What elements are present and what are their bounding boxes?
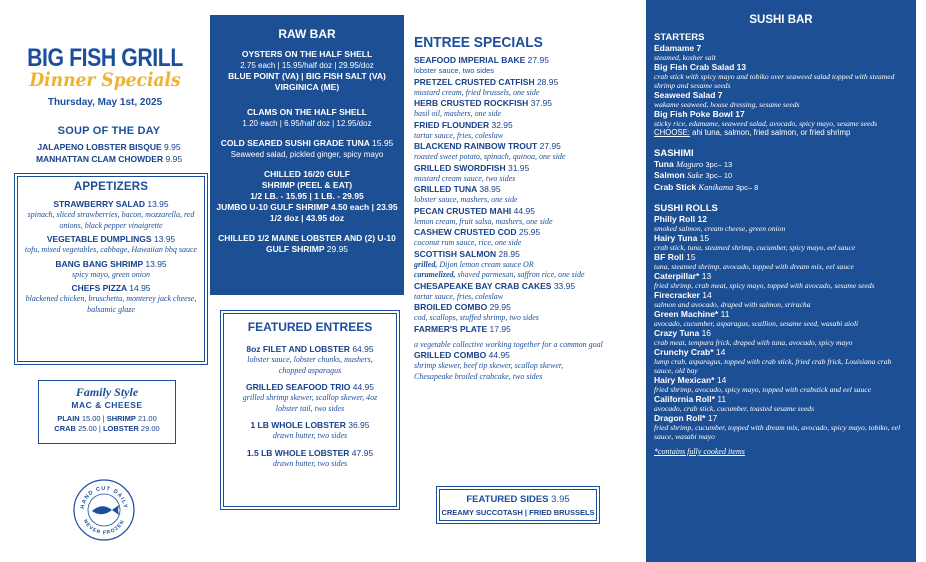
starter-item: Edamame 7 steamed, kosher salt (654, 43, 716, 62)
oysters-price: 2.75 each | 15.95/half doz | 29.95/doz (240, 61, 374, 70)
sashimi-heading: SASHIMI (654, 147, 694, 159)
featured-item: 8oz FILET AND LOBSTER 64.95 lobster sauce, lobster chunks, mashers, chopped asparagus (246, 344, 374, 375)
family-style-title: Family Style (75, 385, 139, 399)
restaurant-name: BIG FISH GRILL (27, 44, 183, 72)
sashimi-item: Tuna Maguro 3pc– 13 (654, 158, 733, 169)
featured-sides-list: CREAMY SUCCOTASH | FRIED BRUSSELS (441, 508, 595, 517)
shrimp-heading: CHILLED 16/20 GULF SHRIMP (PEEL & EAT) (261, 169, 353, 190)
appetizer-item: CHEFS PIZZA 14.95 blackened chicken, bruschetta, monterey jack cheese, balsamic glaze (25, 283, 197, 314)
clams-heading: CLAMS ON THE HALF SHELL (247, 107, 367, 117)
featured-item: 1 LB WHOLE LOBSTER 36.95 drawn butter, two sides (250, 420, 370, 440)
sashimi-item: Crab Stick Kanikama 3pc– 8 (654, 181, 759, 192)
raw-bar-title: RAW BAR (278, 27, 336, 41)
featured-item: GRILLED SEAFOOD TRIO 44.95 grilled shrimp skewer, scallop skewer, 4oz lobster tail, two sides (242, 382, 378, 413)
soup-section (14, 125, 204, 165)
jumbo-shrimp: JUMBO U-10 GULF SHRIMP 4.50 each | 23.95 1/2 doz | 43.95 doz (216, 202, 398, 223)
roll-item: Firecracker 14 salmon and avocado, draped with salmon, sriracha (654, 290, 811, 309)
sushi-bar-section (646, 0, 916, 562)
lobster-combo: CHILLED 1/2 MAINE LOBSTER AND (2) U-10 GULF SHRIMP 29.95 (218, 233, 396, 254)
soup-title: SOUP OF THE DAY (57, 125, 161, 137)
menu-subtitle: Dinner Specials (29, 69, 181, 91)
sashimi-item: Salmon Sake 3pc– 10 (654, 170, 733, 180)
roll-item: Hairy Mexican* 14 fried shrimp, avocado, spicy mayo, topped with crabstick and eel sauce (654, 375, 872, 394)
entree-item: FARMER'S PLATE 17.95 a vegetable collective working together for a common goal (414, 323, 603, 349)
entree-item: GRILLED COMBO 44.95 shrimp skewer, beef tip skewer, scallop skewer, Chesapeake broiled crabcake, two sides (414, 350, 564, 381)
featured-entrees-section (220, 310, 400, 510)
roll-item: Philly Roll 12 smoked salmon, cream cheese, green onion (654, 214, 786, 233)
tuna-item: COLD SEARED SUSHI GRADE TUNA 15.95 (220, 138, 394, 148)
roll-item: Green Machine* 11 avocado, cucumber, asparagus, scallion, sesame seed, wasabi aioli (654, 309, 859, 328)
roll-item: Dragon Roll* 17 fried shrimp, cucumber, topped with dream mix, avocado, spicy mayo, tobiko, eel sauce, wasabi mayo (654, 413, 901, 441)
appetizer-item: STRAWBERRY SALAD 13.95 spinach, sliced strawberries, bacon, mozzarella, red onions, black pepper vinaigrette (27, 199, 195, 230)
raw-bar-section (210, 15, 404, 295)
starter-item: Big Fish Crab Salad 13 crab stick with spicy mayo and tobiko over seaweed salad topped with steamed shrimp and sesame seeds (654, 62, 895, 90)
featured-item: 1.5 LB WHOLE LOBSTER 47.95 drawn butter, two sides (246, 447, 374, 468)
soup-item: MANHATTAN CLAM CHOWDER 9.95 (35, 154, 183, 164)
entree-item: GRILLED TUNA 38.95 lobster sauce, mashers, one side (414, 184, 518, 204)
entree-item: CASHEW CRUSTED COD 25.95 coconut rum sauce, rice, one side (414, 227, 541, 247)
tuna-desc: Seaweed salad, pickled ginger, spicy mayo (230, 150, 384, 159)
entree-item: SEAFOOD IMPERIAL BAKE 27.95 lobster sauce, two sides (414, 55, 549, 75)
roll-item: California Roll* 11 avocado, crab stick, cucumber, toasted sesame seeds (654, 394, 815, 413)
roll-item: Caterpillar* 13 fried shrimp, crab meat, spicy mayo, topped with avocado, sesame seeds (654, 271, 875, 290)
featured-sides-box (436, 486, 600, 524)
entree-specials-section (414, 34, 640, 382)
entree-item: GRILLED SWORDFISH 31.95 mustard cream sauce, two sides (414, 162, 530, 183)
family-style-box (38, 380, 176, 444)
svg-text:NEVER FROZEN: NEVER FROZEN (81, 518, 127, 537)
entree-item: FRIED FLOUNDER 32.95 tartar sauce, fries, coleslaw (414, 119, 513, 140)
entree-specials-title: ENTREE SPECIALS (414, 34, 543, 51)
entree-item: CHESAPEAKE BAY CRAB CAKES 33.95 tartar sauce, fries, coleslaw (414, 280, 576, 301)
appetizer-item: BANG BANG SHRIMP 13.95 spicy mayo, green onion (55, 258, 167, 279)
featured-sides-title: FEATURED SIDES 3.95 (466, 494, 570, 505)
appetizers-section (14, 173, 208, 365)
entree-item: SCOTTISH SALMON 28.95 grilled, Dijon lemon cream sauce OR caramelized, shaved parmesan, saffron rice, one side (414, 248, 585, 279)
fish-seal-logo (72, 478, 136, 542)
appetizers-title: APPETIZERS (73, 181, 149, 193)
soup-item: JALAPENO LOBSTER BISQUE 9.95 (37, 142, 181, 152)
shrimp-price: 1/2 LB. - 15.95 | 1 LB. - 29.95 (250, 191, 364, 201)
oysters-heading: OYSTERS ON THE HALF SHELL (241, 49, 373, 59)
sushi-bar-title: SUSHI BAR (749, 14, 813, 26)
starters-heading: STARTERS (654, 32, 705, 43)
clams-price: 1.20 each | 6.95/half doz | 12.95/doz (242, 119, 372, 128)
entree-item: PECAN CRUSTED MAHI 44.95 lemon cream, fruit salsa, mashers, one side (414, 205, 553, 226)
oysters-types: BLUE POINT (VA) | BIG FISH SALT (VA) VIRGINICA (ME) (228, 71, 386, 92)
brand-header (10, 44, 200, 108)
roll-item: BF Roll 15 tuna, steamed shrimp, avocado, topped with dream mix, eel sauce (654, 252, 854, 271)
cooked-footnote: *contains fully cooked items (654, 447, 745, 456)
appetizer-item: VEGETABLE DUMPLINGS 13.95 tofu, mixed vegetables, cabbage, Hawaiian bbq sauce (24, 234, 198, 254)
entree-item: BLACKEND RAINBOW TROUT 27.95 roasted sweet potato, spinach, quinoa, one side (414, 141, 566, 161)
roll-item: Crazy Tuna 16 crab meat, tempura frick, draped with tuna, avocado, spicy mayo (654, 328, 853, 347)
menu-date: Thursday, May 1st, 2025 (47, 97, 163, 108)
family-style-subtitle: MAC & CHEESE (71, 400, 143, 410)
starter-item: Seaweed Salad 7 wakame seaweed, house dressing, sesame seeds (654, 90, 800, 109)
starter-item: Big Fish Poke Bowl 17 sticky rice, edamame, seaweed salad, avocado, spicy mayo, sesame seeds (654, 109, 878, 128)
entree-item: BROILED COMBO 29.95 cod, scallops, stuffed shrimp, two sides (414, 302, 539, 322)
entree-item: PRETZEL CRUSTED CATFISH 28.95 mustard cream, fried brussels, one side (414, 76, 559, 97)
featured-entrees-title: FEATURED ENTREES (247, 320, 373, 334)
fish-seal-icon (72, 478, 136, 542)
entree-item: HERB CRUSTED ROCKFISH 37.95 basil oil, mashers, one side (414, 98, 552, 118)
family-style-prices: PLAIN 15.00 | SHRIMP 21.00 CRAB 25.00 | LOBSTER 29.00 (54, 414, 160, 433)
svg-text:HAND CUT DAILY: HAND CUT DAILY (79, 485, 129, 510)
roll-item: Hairy Tuna 15 crab stick, tuna, steamed shrimp, cucumber, spicy mayo, eel sauce (654, 233, 856, 252)
roll-item: Crunchy Crab* 14 lump crab, asparagus, topped with crab stick, fried crab frick, Louisiana crab sauce, old bay (654, 347, 892, 375)
rolls-heading: SUSHI ROLLS (654, 203, 718, 214)
poke-choose: CHOOSE: ahi tuna, salmon, fried salmon, or fried shrimp (654, 128, 851, 137)
